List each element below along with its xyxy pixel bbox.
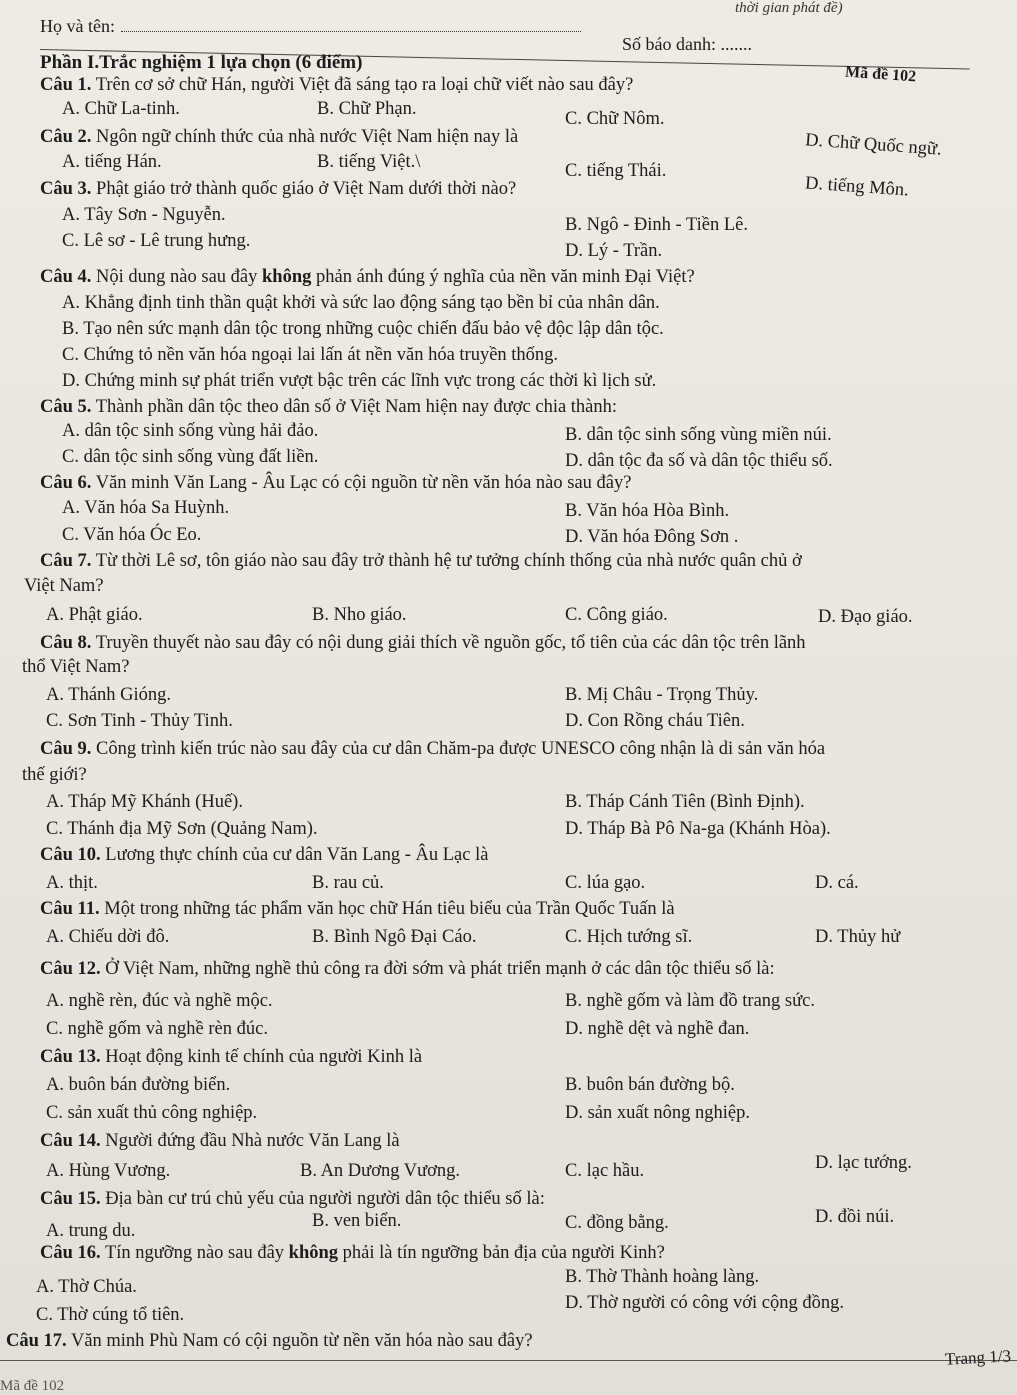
question-1: Câu 1. Trên cơ sở chữ Hán, người Việt đã sáng tạo ra loại chữ viết nào sau đây?: [40, 75, 634, 95]
footer-rule: [0, 1360, 1017, 1361]
question-8-cont: thổ Việt Nam?: [22, 657, 130, 677]
option: B. Văn hóa Hòa Bình.: [565, 501, 730, 521]
exam-code: Mã đề 102: [844, 63, 917, 86]
option: C. sản xuất thủ công nghiệp.: [46, 1103, 258, 1123]
question-9: Câu 9. Công trình kiến trúc nào sau đây của cư dân Chăm-pa được UNESCO công nhận là di sản văn hóa: [40, 739, 826, 759]
option: A. Chữ La-tinh.: [62, 99, 180, 119]
question-7-cont: Việt Nam?: [24, 576, 104, 596]
option: B. tiếng Việt.\: [317, 152, 421, 172]
option: B. buôn bán đường bộ.: [565, 1075, 735, 1095]
question-9-cont: thế giới?: [22, 765, 87, 785]
option: C. Công giáo.: [565, 605, 668, 625]
option: D. Văn hóa Đông Sơn .: [565, 527, 739, 547]
option: B. Thờ Thành hoàng làng.: [565, 1267, 760, 1287]
option: A. Phật giáo.: [46, 605, 143, 625]
option: A. Hùng Vương.: [46, 1161, 171, 1181]
option: D. nghề dệt và nghề đan.: [565, 1019, 750, 1039]
option: B. Tạo nên sức mạnh dân tộc trong những cuộc chiến đấu bảo vệ độc lập dân tộc.: [62, 319, 664, 339]
question-3: Câu 3. Phật giáo trở thành quốc giáo ở Việt Nam dưới thời nào?: [40, 179, 517, 199]
option: A. buôn bán đường biển.: [46, 1075, 231, 1095]
question-14: Câu 14. Người đứng đầu Nhà nước Văn Lang là: [40, 1131, 400, 1151]
option: B. Ngô - Đinh - Tiền Lê.: [565, 215, 748, 235]
option: C. Thánh địa Mỹ Sơn (Quảng Nam).: [46, 819, 318, 839]
option: D. Chữ Quốc ngữ.: [804, 130, 943, 160]
option: B. rau củ.: [312, 873, 384, 893]
footer-exam-code: Mã đề 102: [0, 1378, 65, 1394]
question-4: Câu 4. Nội dung nào sau đây không phản ánh đúng ý nghĩa của nền văn minh Đại Việt?: [40, 267, 695, 287]
option: D. Con Rồng cháu Tiên.: [565, 711, 745, 731]
question-12: Câu 12. Ở Việt Nam, những nghề thủ công ra đời sớm và phát triển mạnh ở các dân tộc thiểu số là:: [40, 959, 775, 979]
option: A. Chiếu dời đô.: [46, 927, 170, 947]
option: A. dân tộc sinh sống vùng hải đảo.: [62, 421, 319, 441]
option: D. dân tộc đa số và dân tộc thiểu số.: [565, 451, 833, 471]
option: D. tiếng Môn.: [804, 173, 910, 201]
question-8: Câu 8. Truyền thuyết nào sau đây có nội dung giải thích về nguồn gốc, tổ tiên của các dân tộc trên lãnh: [40, 633, 806, 653]
option: C. dân tộc sinh sống vùng đất liền.: [62, 447, 319, 467]
option: B. Bình Ngô Đại Cáo.: [312, 927, 477, 947]
question-11: Câu 11. Một trong những tác phẩm văn học chữ Hán tiêu biểu của Trần Quốc Tuấn là: [40, 899, 675, 919]
option: A. nghề rèn, đúc và nghề mộc.: [46, 991, 273, 1011]
option: A. trung du.: [46, 1221, 136, 1241]
candidate-number-label: Số báo danh: .......: [622, 34, 752, 54]
option: C. Lê sơ - Lê trung hưng.: [62, 231, 251, 251]
option: B. Chữ Phạn.: [317, 99, 417, 119]
option: D. Thờ người có công với cộng đồng.: [565, 1293, 844, 1313]
option: B. Tháp Cánh Tiên (Bình Định).: [565, 792, 805, 812]
option: A. Tây Sơn - Nguyễn.: [62, 205, 226, 225]
time-note: thời gian phát đề): [735, 0, 843, 16]
option: C. đồng bằng.: [565, 1213, 669, 1233]
option: A. Khẳng định tinh thần quật khởi và sức lao động sáng tạo bền bỉ của nhân dân.: [62, 293, 660, 313]
option: A. Tháp Mỹ Khánh (Huế).: [46, 792, 243, 812]
option: A. tiếng Hán.: [62, 152, 162, 172]
question-13: Câu 13. Hoạt động kinh tế chính của người Kinh là: [40, 1047, 423, 1067]
option: B. dân tộc sinh sống vùng miền núi.: [565, 425, 832, 445]
option: A. Thờ Chúa.: [36, 1277, 137, 1297]
part-title: Phần I.Trắc nghiệm 1 lựa chọn (6 điểm): [40, 52, 363, 73]
option: B. An Dương Vương.: [300, 1161, 461, 1181]
question-17: Câu 17. Văn minh Phù Nam có cội nguồn từ nền văn hóa nào sau đây?: [6, 1331, 533, 1351]
option: D. Tháp Bà Pô Na-ga (Khánh Hòa).: [565, 819, 831, 839]
question-2: Câu 2. Ngôn ngữ chính thức của nhà nước Việt Nam hiện nay là: [40, 127, 519, 147]
question-6: Câu 6. Văn minh Văn Lang - Âu Lạc có cội nguồn từ nền văn hóa nào sau đây?: [40, 473, 632, 493]
option: B. Nho giáo.: [312, 605, 407, 625]
option: C. Văn hóa Óc Eo.: [62, 525, 202, 545]
option: C. Hịch tướng sĩ.: [565, 927, 693, 947]
option: D. Thủy hử: [815, 927, 901, 947]
option: A. Thánh Gióng.: [46, 685, 172, 705]
question-10: Câu 10. Lương thực chính của cư dân Văn Lang - Âu Lạc là: [40, 845, 489, 865]
name-label: Họ và tên:: [40, 16, 115, 36]
question-15: Câu 15. Địa bàn cư trú chủ yếu của người người dân tộc thiểu số là:: [40, 1189, 545, 1209]
option: B. Mị Châu - Trọng Thủy.: [565, 685, 759, 705]
option: B. nghề gốm và làm đồ trang sức.: [565, 991, 815, 1011]
option: D. Lý - Trần.: [565, 241, 663, 261]
option: C. lúa gạo.: [565, 873, 646, 893]
option: D. Đạo giáo.: [818, 607, 913, 627]
option: D. sản xuất nông nghiệp.: [565, 1103, 750, 1123]
page-number: Trang 1/3: [944, 1346, 1012, 1369]
option: D. Chứng minh sự phát triển vượt bậc trên các lĩnh vực trong các thời kì lịch sử.: [62, 371, 657, 391]
question-5: Câu 5. Thành phần dân tộc theo dân số ở Việt Nam hiện nay được chia thành:: [40, 397, 618, 417]
question-7: Câu 7. Từ thời Lê sơ, tôn giáo nào sau đây trở thành hệ tư tưởng chính thống của nhà nước quân chủ ở: [40, 551, 802, 571]
option: D. lạc tướng.: [815, 1153, 912, 1173]
question-16: Câu 16. Tín ngưỡng nào sau đây không phải là tín ngưỡng bản địa của người Kinh?: [40, 1243, 665, 1263]
option: B. ven biển.: [312, 1211, 402, 1231]
option: C. lạc hầu.: [565, 1161, 645, 1181]
name-blank: [121, 31, 581, 32]
option: C. nghề gốm và nghề rèn đúc.: [46, 1019, 268, 1039]
name-field: [40, 16, 581, 37]
option: C. tiếng Thái.: [565, 161, 667, 181]
option: C. Chữ Nôm.: [565, 109, 665, 129]
option: A. Văn hóa Sa Huỳnh.: [62, 498, 230, 518]
option: D. cá.: [815, 873, 859, 893]
option: C. Sơn Tinh - Thủy Tinh.: [46, 711, 233, 731]
option: C. Chứng tỏ nền văn hóa ngoại lai lấn át nền văn hóa truyền thống.: [62, 345, 559, 365]
option: A. thịt.: [46, 873, 98, 893]
option: C. Thờ cúng tổ tiên.: [36, 1305, 185, 1325]
option: D. đồi núi.: [815, 1207, 895, 1227]
